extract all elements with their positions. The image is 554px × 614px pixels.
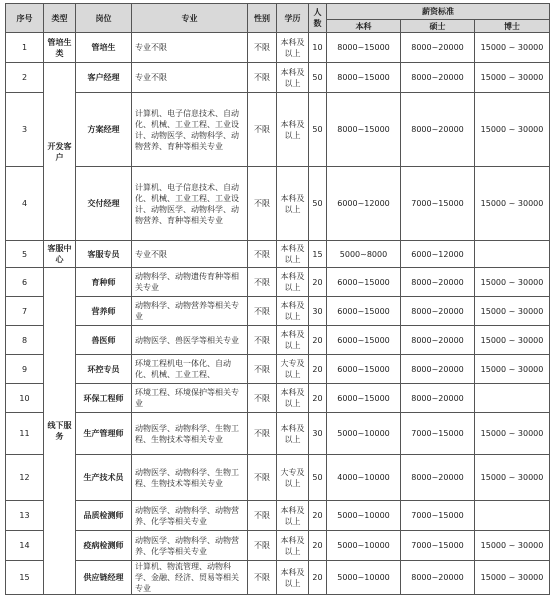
table-header [6, 4, 550, 33]
row-phd: 15000 ~ 30000 [475, 167, 550, 241]
row-master: 8000~20000 [401, 355, 475, 384]
table-row [6, 413, 550, 455]
row-bachelor: 6000~15000 [327, 326, 401, 355]
row-gender: 不限 [248, 455, 277, 501]
row-major: 计算机、电子信息技术、自动化、机械、工业工程、工业设计、动物医学、动物科学、动物营养、育种等相关专业 [132, 167, 248, 241]
row-master: 7000~15000 [401, 531, 475, 561]
row-index: 15 [6, 561, 44, 595]
row-bachelor: 8000~15000 [327, 33, 401, 63]
row-gender: 不限 [248, 297, 277, 326]
header-phd: 博士 [475, 20, 550, 33]
row-master: 8000~20000 [401, 384, 475, 413]
row-education: 本科及以上 [277, 326, 309, 355]
category-management: 管培生类 [44, 33, 76, 63]
row-index: 3 [6, 93, 44, 167]
header-position: 岗位 [76, 4, 132, 33]
row-phd: 15000 ~ 30000 [475, 93, 550, 167]
header-headcount: 人数 [309, 4, 327, 33]
row-phd [475, 384, 550, 413]
row-index: 10 [6, 384, 44, 413]
row-headcount: 20 [309, 326, 327, 355]
row-major: 动物医学、动物科学、动物营养、化学等相关专业 [132, 501, 248, 531]
row-phd: 15000 ~ 30000 [475, 297, 550, 326]
row-education: 大专及以上 [277, 355, 309, 384]
row-master: 8000~20000 [401, 326, 475, 355]
row-gender: 不限 [248, 326, 277, 355]
row-headcount: 30 [309, 413, 327, 455]
row-index: 12 [6, 455, 44, 501]
row-index: 2 [6, 63, 44, 93]
row-gender: 不限 [248, 355, 277, 384]
row-phd: 15000 ~ 30000 [475, 63, 550, 93]
row-gender: 不限 [248, 531, 277, 561]
row-master: 8000~20000 [401, 93, 475, 167]
row-major: 计算机、物流管理、动物科学、金融、经济、贸易等相关专业 [132, 561, 248, 595]
row-index: 13 [6, 501, 44, 531]
row-education: 本科及以上 [277, 297, 309, 326]
row-position: 客户经理 [76, 63, 132, 93]
header-education: 学历 [277, 4, 309, 33]
row-bachelor: 6000~15000 [327, 355, 401, 384]
table-row [6, 531, 550, 561]
row-phd: 15000 ~ 30000 [475, 561, 550, 595]
row-index: 1 [6, 33, 44, 63]
row-major: 专业不限 [132, 33, 248, 63]
row-index: 14 [6, 531, 44, 561]
row-headcount: 20 [309, 501, 327, 531]
row-headcount: 50 [309, 63, 327, 93]
row-master: 7000~15000 [401, 167, 475, 241]
header-index: 序号 [6, 4, 44, 33]
row-bachelor: 4000~10000 [327, 455, 401, 501]
header-salary: 薪资标准 [327, 4, 550, 20]
table-row [6, 297, 550, 326]
row-phd: 15000 ~ 30000 [475, 455, 550, 501]
row-major: 专业不限 [132, 241, 248, 268]
row-gender: 不限 [248, 561, 277, 595]
table-row [6, 561, 550, 595]
row-master: 8000~20000 [401, 455, 475, 501]
row-position: 品质检测师 [76, 501, 132, 531]
row-master: 8000~20000 [401, 33, 475, 63]
row-headcount: 20 [309, 384, 327, 413]
table-row [6, 63, 550, 93]
row-master: 8000~20000 [401, 63, 475, 93]
row-major: 动物科学、动物营养等相关专业 [132, 297, 248, 326]
recruitment-table [5, 3, 550, 595]
row-headcount: 20 [309, 268, 327, 297]
table-row [6, 268, 550, 297]
row-gender: 不限 [248, 33, 277, 63]
row-education: 本科及以上 [277, 241, 309, 268]
row-phd: 15000 ~ 30000 [475, 33, 550, 63]
row-headcount: 15 [309, 241, 327, 268]
row-index: 8 [6, 326, 44, 355]
row-education: 本科及以上 [277, 561, 309, 595]
row-gender: 不限 [248, 241, 277, 268]
row-major: 计算机、电子信息技术、自动化、机械、工业工程、工业设计、动物医学、动物科学、动物营养、育种等相关专业 [132, 93, 248, 167]
table-row [6, 384, 550, 413]
row-index: 11 [6, 413, 44, 455]
row-phd: 15000 ~ 30000 [475, 326, 550, 355]
row-education: 本科及以上 [277, 413, 309, 455]
row-phd [475, 241, 550, 268]
row-master: 8000~20000 [401, 268, 475, 297]
row-phd: 15000 ~ 30000 [475, 531, 550, 561]
row-bachelor: 8000~15000 [327, 93, 401, 167]
row-gender: 不限 [248, 167, 277, 241]
row-phd [475, 501, 550, 531]
row-headcount: 30 [309, 297, 327, 326]
table-row [6, 241, 550, 268]
row-gender: 不限 [248, 93, 277, 167]
row-bachelor: 5000~10000 [327, 561, 401, 595]
row-phd: 15000 ~ 30000 [475, 413, 550, 455]
table-row [6, 33, 550, 63]
row-index: 4 [6, 167, 44, 241]
table-body [6, 33, 550, 595]
row-master: 7000~15000 [401, 413, 475, 455]
header-bachelor: 本科 [327, 20, 401, 33]
row-education: 本科及以上 [277, 268, 309, 297]
row-bachelor: 6000~15000 [327, 384, 401, 413]
row-education: 本科及以上 [277, 93, 309, 167]
table-row [6, 93, 550, 167]
row-education: 本科及以上 [277, 33, 309, 63]
row-bachelor: 5000~10000 [327, 413, 401, 455]
row-position: 环保工程师 [76, 384, 132, 413]
recruitment-table-container [5, 3, 549, 595]
row-education: 本科及以上 [277, 531, 309, 561]
row-bachelor: 6000~12000 [327, 167, 401, 241]
row-gender: 不限 [248, 413, 277, 455]
row-bachelor: 5000~10000 [327, 501, 401, 531]
row-headcount: 10 [309, 33, 327, 63]
row-bachelor: 5000~8000 [327, 241, 401, 268]
header-category: 类型 [44, 4, 76, 33]
row-position: 供应链经理 [76, 561, 132, 595]
row-position: 环控专员 [76, 355, 132, 384]
row-headcount: 50 [309, 455, 327, 501]
table-row [6, 355, 550, 384]
row-education: 本科及以上 [277, 501, 309, 531]
row-bachelor: 5000~10000 [327, 531, 401, 561]
category-development: 开发客户 [44, 63, 76, 241]
row-headcount: 50 [309, 93, 327, 167]
row-phd: 15000 ~ 30000 [475, 355, 550, 384]
category-service: 客服中心 [44, 241, 76, 268]
row-index: 7 [6, 297, 44, 326]
row-education: 本科及以上 [277, 384, 309, 413]
row-major: 动物科学、动物遗传育种等相关专业 [132, 268, 248, 297]
row-major: 环境工程机电一体化、自动化、机械、工业工程、 [132, 355, 248, 384]
row-bachelor: 8000~15000 [327, 63, 401, 93]
row-major: 动物医学、兽医学等相关专业 [132, 326, 248, 355]
row-position: 育种师 [76, 268, 132, 297]
row-index: 9 [6, 355, 44, 384]
row-master: 7000~15000 [401, 501, 475, 531]
row-gender: 不限 [248, 268, 277, 297]
category-offline: 线下服务 [44, 268, 76, 595]
table-row [6, 326, 550, 355]
row-position: 交付经理 [76, 167, 132, 241]
row-bachelor: 6000~15000 [327, 297, 401, 326]
row-index: 5 [6, 241, 44, 268]
row-major: 专业不限 [132, 63, 248, 93]
header-master: 硕士 [401, 20, 475, 33]
table-row [6, 167, 550, 241]
row-master: 6000~12000 [401, 241, 475, 268]
row-position: 营养师 [76, 297, 132, 326]
row-major: 动物医学、动物科学、生物工程、生物技术等相关专业 [132, 455, 248, 501]
row-position: 生产技术员 [76, 455, 132, 501]
row-phd: 15000 ~ 30000 [475, 268, 550, 297]
row-headcount: 50 [309, 167, 327, 241]
row-education: 大专及以上 [277, 455, 309, 501]
row-headcount: 20 [309, 355, 327, 384]
row-headcount: 20 [309, 531, 327, 561]
row-gender: 不限 [248, 63, 277, 93]
row-major: 动物医学、动物科学、动物营养、化学等相关专业 [132, 531, 248, 561]
row-education: 本科及以上 [277, 167, 309, 241]
row-position: 管培生 [76, 33, 132, 63]
row-education: 本科及以上 [277, 63, 309, 93]
header-major: 专业 [132, 4, 248, 33]
row-position: 方案经理 [76, 93, 132, 167]
row-index: 6 [6, 268, 44, 297]
row-position: 生产管理师 [76, 413, 132, 455]
table-row [6, 455, 550, 501]
row-master: 8000~20000 [401, 561, 475, 595]
row-position: 兽医师 [76, 326, 132, 355]
row-gender: 不限 [248, 501, 277, 531]
table-row [6, 501, 550, 531]
row-major: 环境工程、环境保护等相关专业 [132, 384, 248, 413]
row-headcount: 20 [309, 561, 327, 595]
row-gender: 不限 [248, 384, 277, 413]
row-position: 客服专员 [76, 241, 132, 268]
row-major: 动物医学、动物科学、生物工程、生物技术等相关专业 [132, 413, 248, 455]
row-bachelor: 6000~15000 [327, 268, 401, 297]
row-position: 疫病检测师 [76, 531, 132, 561]
header-gender: 性别 [248, 4, 277, 33]
row-master: 8000~20000 [401, 297, 475, 326]
